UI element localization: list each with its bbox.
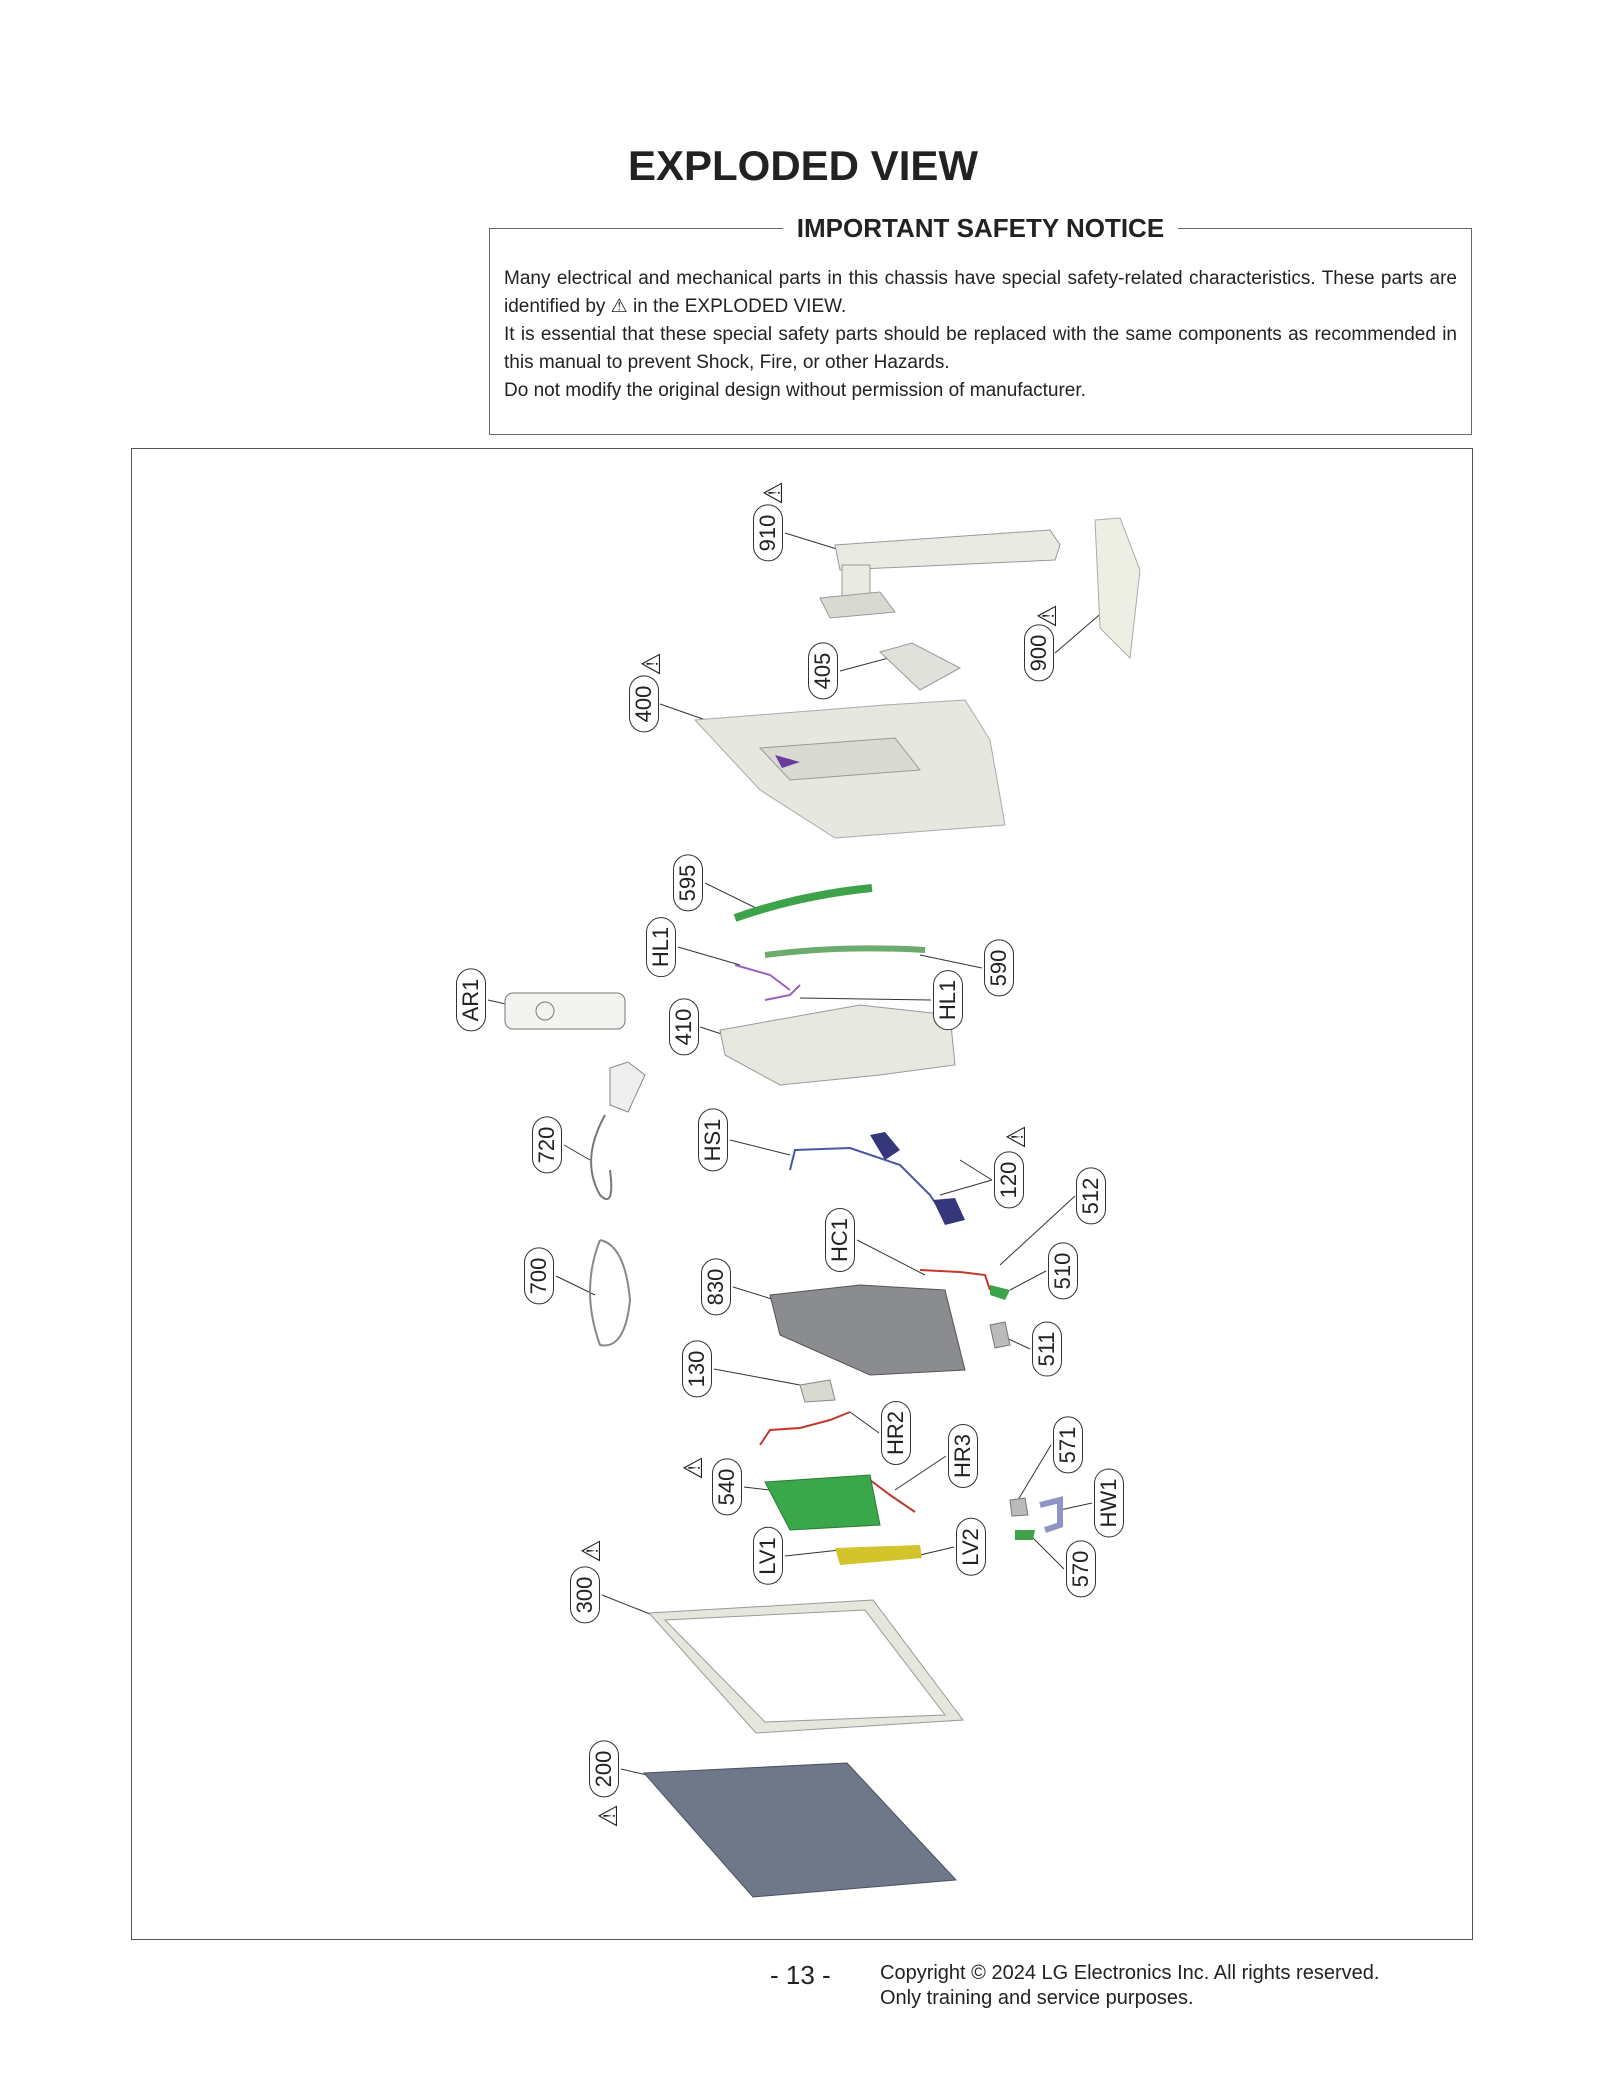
part-540-board	[765, 1475, 880, 1530]
part-700-cord	[590, 1240, 630, 1345]
label-570: 570	[1066, 1541, 1096, 1598]
copyright-text: Copyright © 2024 LG Electronics Inc. All rights reserved.	[880, 1962, 1380, 1984]
part-200-panel	[644, 1763, 956, 1897]
label-720: 720	[532, 1117, 562, 1174]
warning-icon: ⚠	[593, 1804, 623, 1828]
part-hc1-cable	[920, 1270, 990, 1290]
warning-icon: ⚠	[1001, 1125, 1031, 1149]
label-910: 910	[753, 505, 783, 562]
warning-icon: ⚠	[1032, 604, 1062, 628]
part-120-speakers	[870, 1132, 965, 1225]
copyright-footer	[880, 1961, 1379, 2011]
part-590	[765, 948, 925, 955]
label-200: 200	[589, 1741, 619, 1798]
page-title: EXPLODED VIEW	[627, 142, 979, 189]
part-571	[1010, 1498, 1028, 1516]
label-hs1: HS1	[698, 1109, 728, 1172]
warning-icon: ⚠	[576, 1539, 606, 1563]
warning-icon: ⚠	[678, 1456, 708, 1480]
warning-icon: ⚠	[758, 481, 788, 505]
label-590: 590	[984, 940, 1014, 997]
label-hl1: HL1	[646, 917, 676, 977]
part-lv-cables	[835, 1545, 922, 1565]
warning-icon: ⚠	[636, 652, 666, 676]
part-405	[880, 643, 960, 690]
label-ar1: AR1	[456, 969, 486, 1032]
part-511	[990, 1322, 1010, 1348]
label-lv1: LV1	[753, 1527, 783, 1585]
label-hc1: HC1	[825, 1208, 855, 1272]
part-595	[735, 888, 872, 918]
part-570	[1015, 1530, 1035, 1540]
label-540: 540	[712, 1459, 742, 1516]
part-900-cover	[1095, 518, 1140, 658]
label-900: 900	[1024, 625, 1054, 682]
label-hw1: HW1	[1094, 1469, 1124, 1538]
label-700: 700	[524, 1248, 554, 1305]
label-512: 512	[1076, 1168, 1106, 1225]
notice-line-1: Many electrical and mechanical parts in this chassis have special safety-related characteristics. These parts are identified by ⚠ in the EXPLODED VIEW.	[504, 268, 1457, 317]
label-830: 830	[701, 1259, 731, 1316]
part-720-adapter	[591, 1062, 645, 1199]
label-hl1: HL1	[933, 970, 963, 1030]
notice-line-3: Do not modify the original design without permission of manufacturer.	[504, 380, 1086, 401]
label-511: 511	[1032, 1321, 1062, 1376]
label-410: 410	[669, 999, 699, 1056]
notice-line-2: It is essential that these special safety parts should be replaced with the same components as recommended in this manual to prevent Shock, Fire, or other Hazards.	[504, 324, 1457, 373]
label-lv2: LV2	[956, 1518, 986, 1576]
label-hr3: HR3	[948, 1424, 978, 1488]
part-hw1	[1040, 1500, 1060, 1530]
page-number: - 13 -	[770, 1960, 831, 1990]
label-405: 405	[808, 643, 838, 700]
part-hr2-cable	[760, 1412, 850, 1445]
part-hl1	[735, 965, 800, 1000]
label-571: 571	[1053, 1417, 1083, 1474]
label-120: 120	[994, 1152, 1024, 1209]
part-hs1-cable	[790, 1148, 940, 1210]
part-410-frame	[720, 1005, 955, 1085]
notice-heading: IMPORTANT SAFETY NOTICE	[783, 213, 1178, 243]
part-910-stand	[820, 530, 1060, 618]
part-400-back-cover	[695, 700, 1005, 838]
part-830-chassis	[770, 1285, 965, 1375]
purpose-text: Only training and service purposes.	[880, 1987, 1194, 2009]
label-hr2: HR2	[881, 1401, 911, 1465]
part-510	[990, 1285, 1010, 1300]
label-300: 300	[570, 1567, 600, 1624]
part-300-front-frame	[649, 1600, 963, 1733]
part-130	[800, 1380, 835, 1402]
label-510: 510	[1048, 1243, 1078, 1300]
label-595: 595	[673, 855, 703, 912]
label-400: 400	[629, 676, 659, 733]
part-ar1-remote	[505, 993, 625, 1029]
label-130: 130	[682, 1341, 712, 1398]
